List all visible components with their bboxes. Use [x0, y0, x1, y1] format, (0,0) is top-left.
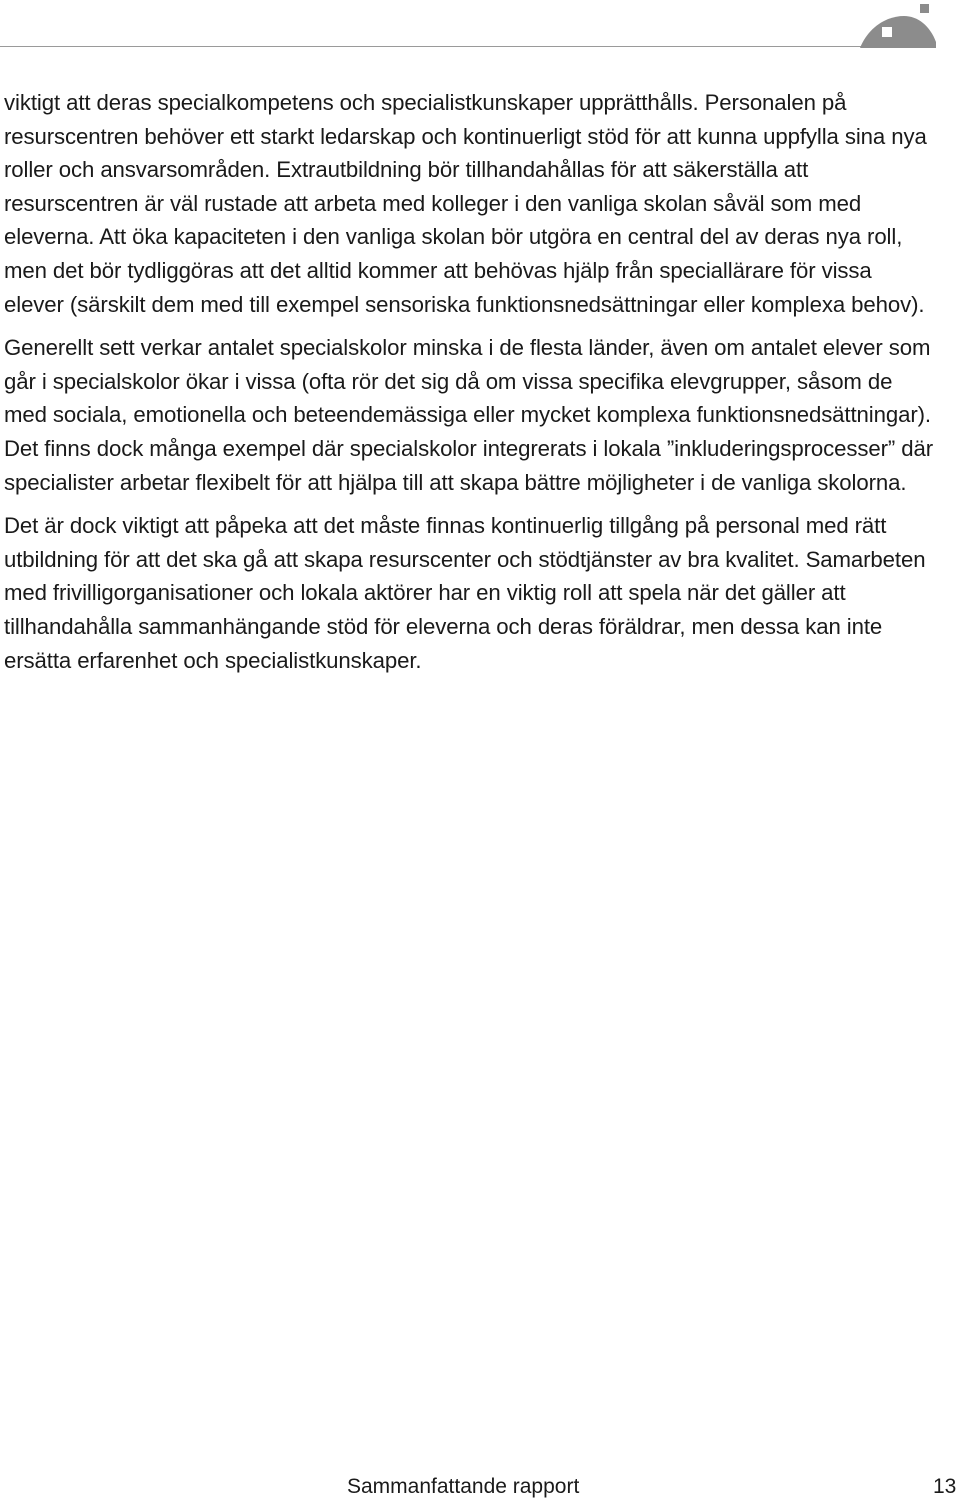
- footer-report-title: Sammanfattande rapport: [347, 1475, 580, 1498]
- header-rule: [0, 46, 862, 47]
- paragraph-1: viktigt att deras specialkompetens och specialistkunskaper upprätthålls. Personalen på resurscentren behöver ett starkt ledarskap och kontinuerligt stöd för att kunna uppfylla sina nya roller och ansvarsområden. Extrautbildning bör tillhandahållas för att säkerställa att resurscentren är väl rustade att arbeta med kolleger i den vanliga skolan såväl som med eleverna. Att öka kapaciteten i den vanliga skolan bör utgöra en central del av deras nya roll, men det bör tydliggöras att det alltid kommer att behövas hjälp från speciallärare för vissa elever (särskilt dem med till exempel sensoriska funktionsnedsättningar eller komplexa behov).: [4, 90, 927, 317]
- page-number: 13: [933, 1475, 957, 1498]
- main-content: [4, 86, 934, 687]
- paragraph-2: Generellt sett verkar antalet specialskolor minska i de flesta länder, även om antalet elever som går i specialskolor ökar i vissa (ofta rör det sig då om vissa specifika elevgrupper, såsom de med sociala, emotionella och beteendemässiga eller mycket komplexa funktionsnedsättningar). Det finns dock många exempel där specialskolor integrerats i lokala ”inkluderingsprocesser” där specialister arbetar flexibelt för att hjälpa till att skapa bättre möjligheter i de vanliga skolorna.: [4, 335, 933, 495]
- house-logo-icon: [858, 2, 938, 50]
- paragraph-3: Det är dock viktigt att påpeka att det måste finnas kontinuerlig tillgång på personal med rätt utbildning för att det ska gå att skapa resurscenter och stödtjänster av bra kvalitet. Samarbeten med frivilligorganisationer och lokala aktörer har en viktig roll att spela när det gäller att tillhandahålla sammanhängande stöd för eleverna och deras föräldrar, men dessa kan inte ersätta erfarenhet och specialistkunskaper.: [4, 513, 926, 673]
